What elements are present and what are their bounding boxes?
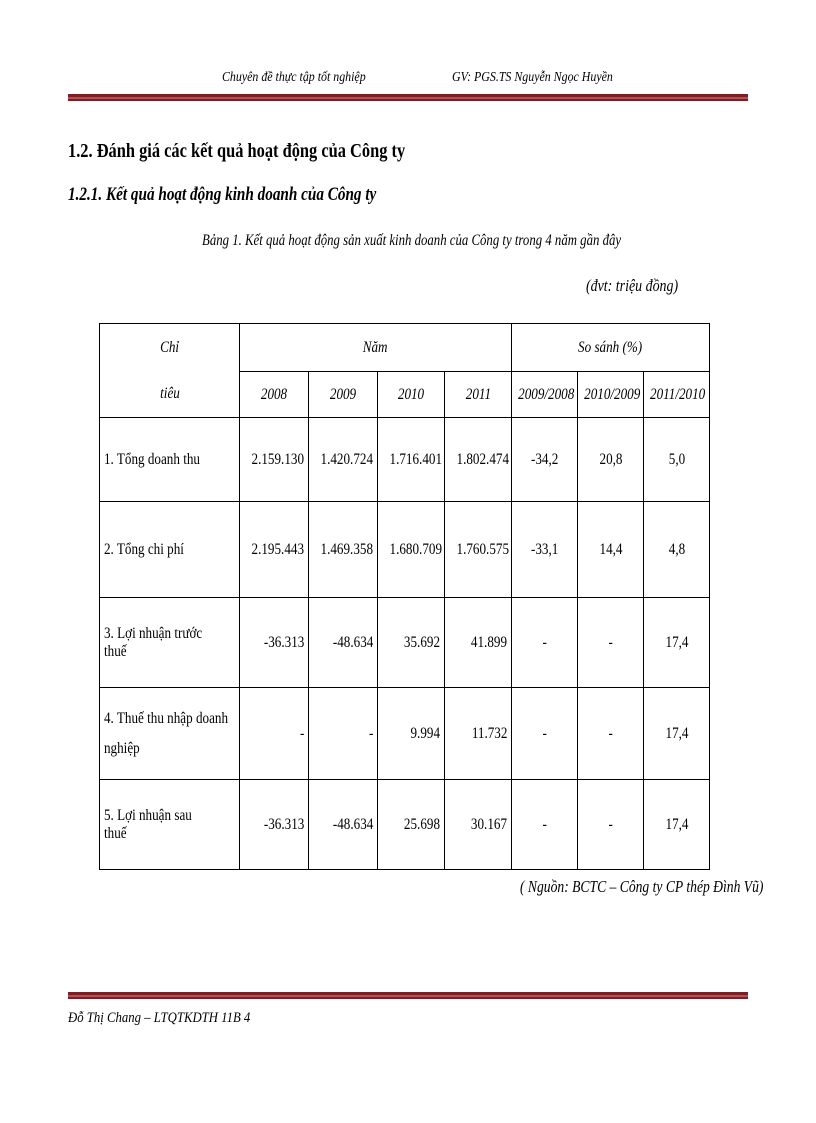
value-cell: -36.313 <box>240 780 309 870</box>
compare-cell: - <box>578 780 644 870</box>
unit-note: (đvt: triệu đồng) <box>586 276 679 295</box>
row-label: 3. Lợi nhuận trước thuế <box>100 598 240 688</box>
footer-divider <box>68 992 748 999</box>
value-cell: 11.732 <box>445 688 512 780</box>
section-heading: 1.2. Đánh giá các kết quả hoạt động của Công ty <box>68 140 406 162</box>
footer-author: Đỗ Thị Chang – LTQTKDTH 11B 4 <box>68 1010 251 1026</box>
table-row <box>100 780 710 870</box>
value-cell: 9.994 <box>378 688 445 780</box>
compare-cell: - <box>512 780 578 870</box>
year-2010: 2010 <box>378 372 445 418</box>
source-note: ( Nguồn: BCTC – Công ty CP thép Đình Vũ) <box>520 877 764 896</box>
row-label: 1. Tổng doanh thu <box>100 418 240 502</box>
compare-cell: 14,4 <box>578 502 644 598</box>
table-row <box>100 688 710 780</box>
compare-cell: 4,8 <box>644 502 710 598</box>
value-cell: 35.692 <box>378 598 445 688</box>
table-subheader-row <box>100 372 710 418</box>
header-title: Chuyên đề thực tập tốt nghiệp <box>222 70 366 85</box>
compare-2009-2008: 2009/2008 <box>512 372 578 418</box>
year-2009: 2009 <box>309 372 378 418</box>
compare-cell: 5,0 <box>644 418 710 502</box>
compare-cell: 17,4 <box>644 598 710 688</box>
value-cell: - <box>309 688 378 780</box>
header-divider <box>68 94 748 101</box>
value-cell: -48.634 <box>309 780 378 870</box>
table-header-row <box>100 324 710 372</box>
value-cell: 1.760.575 <box>445 502 512 598</box>
table-row <box>100 418 710 502</box>
value-cell: 1.802.474 <box>445 418 512 502</box>
compare-cell: - <box>578 688 644 780</box>
compare-2010-2009: 2010/2009 <box>578 372 644 418</box>
value-cell: 2.195.443 <box>240 502 309 598</box>
col-header-so-sanh: So sánh (%) <box>512 324 710 372</box>
col-header-chi: Chỉ <box>100 324 240 372</box>
compare-2011-2010: 2011/2010 <box>644 372 710 418</box>
value-cell: 41.899 <box>445 598 512 688</box>
value-cell: 2.159.130 <box>240 418 309 502</box>
subsection-heading: 1.2.1. Kết quả hoạt động kinh doanh của Công ty <box>68 184 377 205</box>
compare-cell: - <box>512 598 578 688</box>
compare-cell: 17,4 <box>644 688 710 780</box>
year-2011: 2011 <box>445 372 512 418</box>
compare-cell: - <box>578 598 644 688</box>
col-header-tieu: tiêu <box>100 372 240 418</box>
value-cell: 30.167 <box>445 780 512 870</box>
results-table <box>99 323 710 870</box>
compare-cell: 20,8 <box>578 418 644 502</box>
row-label: 2. Tổng chi phí <box>100 502 240 598</box>
value-cell: -48.634 <box>309 598 378 688</box>
compare-cell: - <box>512 688 578 780</box>
table-caption: Bảng 1. Kết quả hoạt động sản xuất kinh doanh của Công ty trong 4 năm gần đây <box>202 232 622 249</box>
table-row <box>100 502 710 598</box>
compare-cell: 17,4 <box>644 780 710 870</box>
value-cell: 1.469.358 <box>309 502 378 598</box>
compare-cell: -33,1 <box>512 502 578 598</box>
table-row <box>100 598 710 688</box>
value-cell: 25.698 <box>378 780 445 870</box>
value-cell: - <box>240 688 309 780</box>
year-2008: 2008 <box>240 372 309 418</box>
row-label: 4. Thuế thu nhập doanh nghiệp <box>100 688 240 780</box>
header-supervisor: GV: PGS.TS Nguyễn Ngọc Huyền <box>452 70 613 85</box>
value-cell: 1.716.401 <box>378 418 445 502</box>
value-cell: 1.680.709 <box>378 502 445 598</box>
col-header-nam: Năm <box>240 324 512 372</box>
value-cell: -36.313 <box>240 598 309 688</box>
compare-cell: -34,2 <box>512 418 578 502</box>
row-label: 5. Lợi nhuận sau thuế <box>100 780 240 870</box>
value-cell: 1.420.724 <box>309 418 378 502</box>
